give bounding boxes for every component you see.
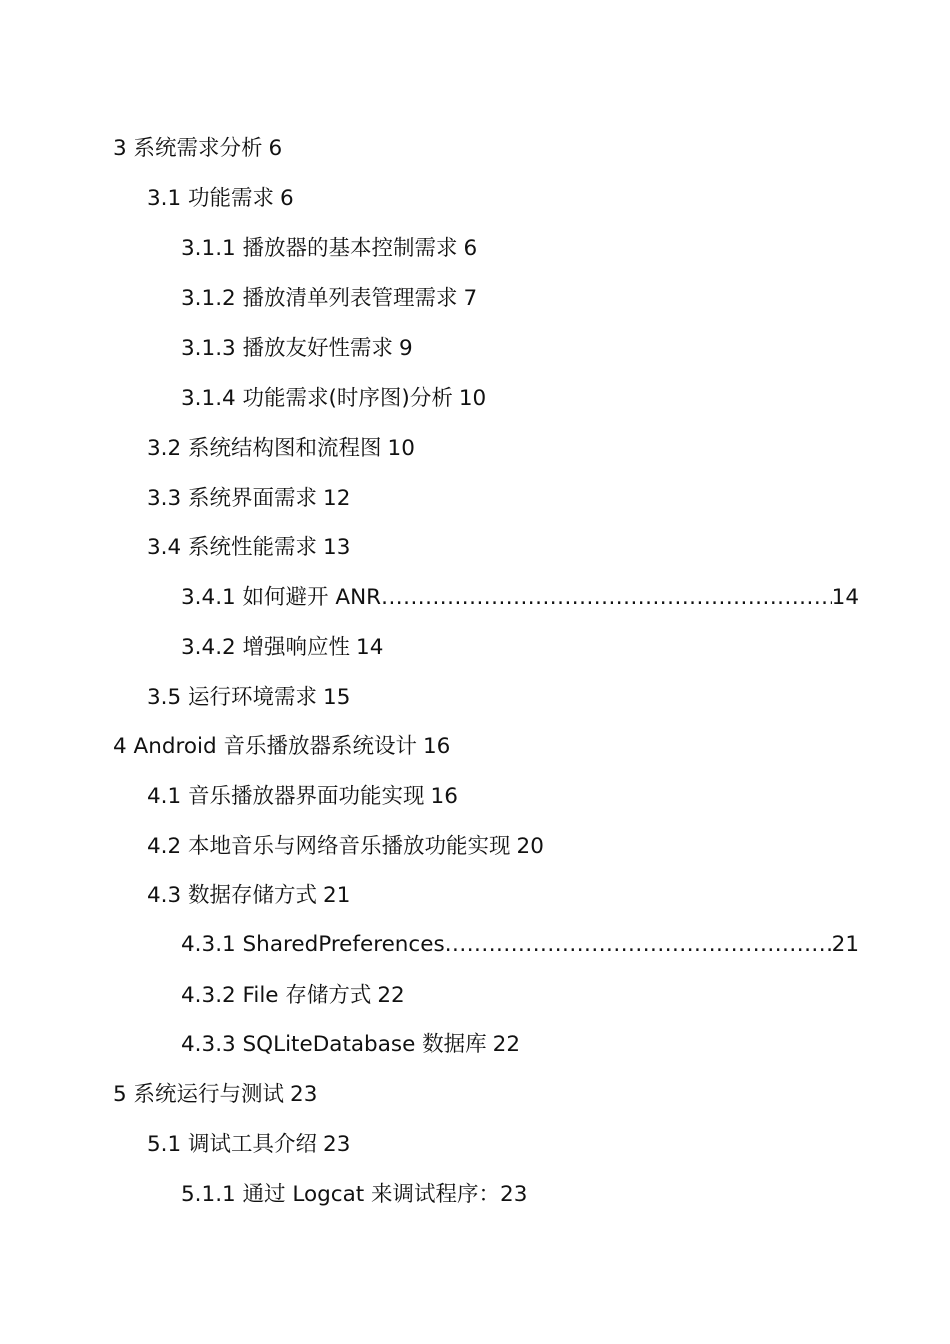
toc-entry-page: 23 xyxy=(500,1182,528,1207)
toc-entry-title: 3.1.2 播放清单列表管理需求 xyxy=(181,286,458,311)
toc-entry-page: 12 xyxy=(323,486,351,511)
toc-entry-title: 3 系统需求分析 xyxy=(113,136,263,161)
toc-entry-title: 4.3 数据存储方式 xyxy=(147,883,318,908)
toc-entry-title: 5 系统运行与测试 xyxy=(113,1082,285,1107)
toc-entry-3-1-2[interactable] xyxy=(181,284,477,314)
toc-entry-3-3[interactable] xyxy=(147,484,350,514)
toc-entry-5-1-1[interactable] xyxy=(181,1180,527,1210)
toc-entry-title: 3.1.1 播放器的基本控制需求 xyxy=(181,236,458,261)
toc-entry-5-1[interactable] xyxy=(147,1130,350,1160)
toc-entry-page: 14 xyxy=(356,635,384,660)
dot-leader xyxy=(445,930,832,960)
toc-entry-3-1-4[interactable] xyxy=(181,384,486,414)
toc-entry-4[interactable] xyxy=(113,732,450,762)
dot-leader xyxy=(381,583,832,613)
toc-entry-page: 15 xyxy=(323,685,351,710)
toc-entry-3-1[interactable] xyxy=(147,184,294,214)
toc-entry-3[interactable] xyxy=(113,134,282,164)
toc-entry-4-3-3[interactable] xyxy=(181,1030,520,1060)
toc-entry-title: 5.1.1 通过 Logcat 来调试程序： xyxy=(181,1182,501,1207)
toc-entry-page: 13 xyxy=(323,535,351,560)
toc-entry-page: 23 xyxy=(290,1082,318,1107)
toc-entry-title: 4.3.2 File 存储方式 xyxy=(181,983,372,1008)
toc-entry-page: 21 xyxy=(323,883,351,908)
toc-entry-title: 3.4.1 如何避开 ANR xyxy=(181,585,382,610)
toc-entry-page: 22 xyxy=(492,1032,520,1057)
toc-entry-page: 16 xyxy=(422,734,451,759)
toc-entry-page: 22 xyxy=(377,983,405,1008)
toc-entry-5[interactable] xyxy=(113,1080,317,1110)
toc-entry-4-3[interactable] xyxy=(147,881,350,911)
toc-entry-page: 9 xyxy=(399,336,413,361)
toc-entry-title: 3.1.4 功能需求(时序图)分析 xyxy=(181,386,453,411)
toc-entry-page: 10 xyxy=(458,386,487,411)
toc-entry-4-3-2[interactable] xyxy=(181,981,405,1011)
toc-entry-title: 3.5 运行环境需求 xyxy=(147,685,318,710)
toc-entry-page: 7 xyxy=(463,286,478,311)
toc-entry-title: 4.3.3 SQLiteDatabase 数据库 xyxy=(181,1032,487,1057)
toc-entry-page: 10 xyxy=(387,436,415,461)
toc-entry-title: 4.2 本地音乐与网络音乐播放功能实现 xyxy=(147,834,511,859)
toc-entry-3-1-1[interactable] xyxy=(181,234,477,264)
toc-entry-3-2[interactable] xyxy=(147,434,415,464)
toc-entry-page: 6 xyxy=(268,136,283,161)
toc-entry-title: 4.1 音乐播放器界面功能实现 xyxy=(147,784,425,809)
toc-entry-3-4-2[interactable] xyxy=(181,633,383,663)
toc-entry-title: 3.1.3 播放友好性需求 xyxy=(181,336,394,361)
toc-entry-title: 4 Android 音乐播放器系统设计 xyxy=(113,734,417,759)
toc-entry-title: 3.4.2 增强响应性 xyxy=(181,635,351,660)
toc-entry-3-5[interactable] xyxy=(147,683,350,713)
toc-entry-page: 21 xyxy=(831,932,859,957)
toc-entry-title: 5.1 调试工具介绍 xyxy=(147,1132,318,1157)
toc-entry-4-2[interactable] xyxy=(147,832,544,862)
toc-entry-title: 3.2 系统结构图和流程图 xyxy=(147,436,382,461)
toc-entry-page: 14 xyxy=(831,585,859,610)
toc-entry-4-1[interactable] xyxy=(147,782,458,812)
toc-entry-title: 3.1 功能需求 xyxy=(147,186,275,211)
toc-entry-title: 3.4 系统性能需求 xyxy=(147,535,318,560)
toc-entry-page: 20 xyxy=(516,834,544,859)
toc-entry-3-4-1[interactable] xyxy=(181,583,859,613)
toc-entry-page: 16 xyxy=(430,784,458,809)
toc-entry-3-4[interactable] xyxy=(147,533,350,563)
toc-entry-page: 23 xyxy=(323,1132,351,1157)
toc-entry-3-1-3[interactable] xyxy=(181,334,413,364)
toc-entry-page: 6 xyxy=(280,186,294,211)
toc-entry-title: 3.3 系统界面需求 xyxy=(147,486,318,511)
toc-entry-4-3-1[interactable] xyxy=(181,930,859,960)
toc-entry-title: 4.3.1 SharedPreferences xyxy=(181,932,445,957)
toc-entry-page: 6 xyxy=(463,236,478,261)
